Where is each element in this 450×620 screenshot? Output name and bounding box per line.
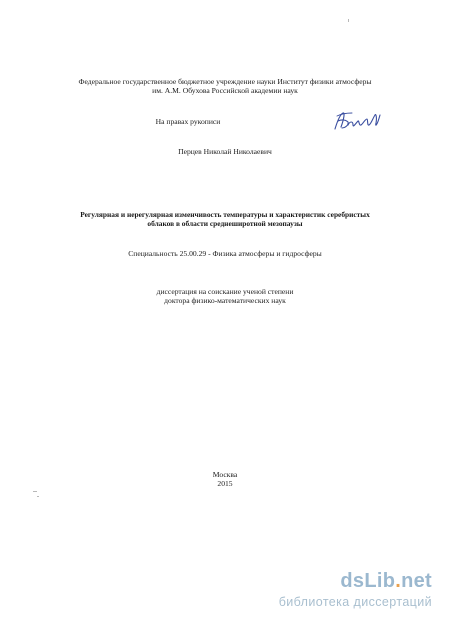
degree-line-2: доктора физико-математических наук bbox=[164, 296, 286, 305]
scan-speck bbox=[348, 19, 349, 22]
scan-speck bbox=[37, 496, 39, 497]
year: 2015 bbox=[217, 479, 233, 488]
watermark-logo-tld: net bbox=[401, 570, 432, 592]
dissertation-title-line-1: Регулярная и нерегулярная изменчивость температуры и характеристик серебристых bbox=[80, 210, 370, 219]
institution-line-2: им. А.М. Обухова Российской академии наук bbox=[152, 86, 298, 95]
watermark-subtitle: библиотека диссертаций bbox=[278, 595, 432, 609]
specialty: Специальность 25.00.29 - Физика атмосферы и гидросферы bbox=[128, 249, 322, 258]
manuscript-note: На правах рукописи bbox=[155, 117, 221, 126]
watermark-logo-dot: . bbox=[395, 570, 402, 592]
author-name: Перцев Николай Николаевич bbox=[178, 147, 272, 156]
degree-line-1: диссертация на соискание ученой степени bbox=[156, 287, 294, 296]
scan-speck bbox=[33, 491, 37, 492]
city: Москва bbox=[212, 470, 238, 479]
institution-line-1: Федеральное государственное бюджетное учреждение науки Институт физики атмосферы bbox=[78, 77, 372, 86]
dslib-watermark bbox=[242, 570, 432, 615]
watermark-logo-main: dsLib bbox=[340, 570, 396, 592]
dissertation-title-line-2: облаков в области среднеширотной мезопаузы bbox=[147, 219, 303, 228]
watermark-logo bbox=[340, 570, 432, 593]
handwritten-signature bbox=[332, 109, 384, 135]
